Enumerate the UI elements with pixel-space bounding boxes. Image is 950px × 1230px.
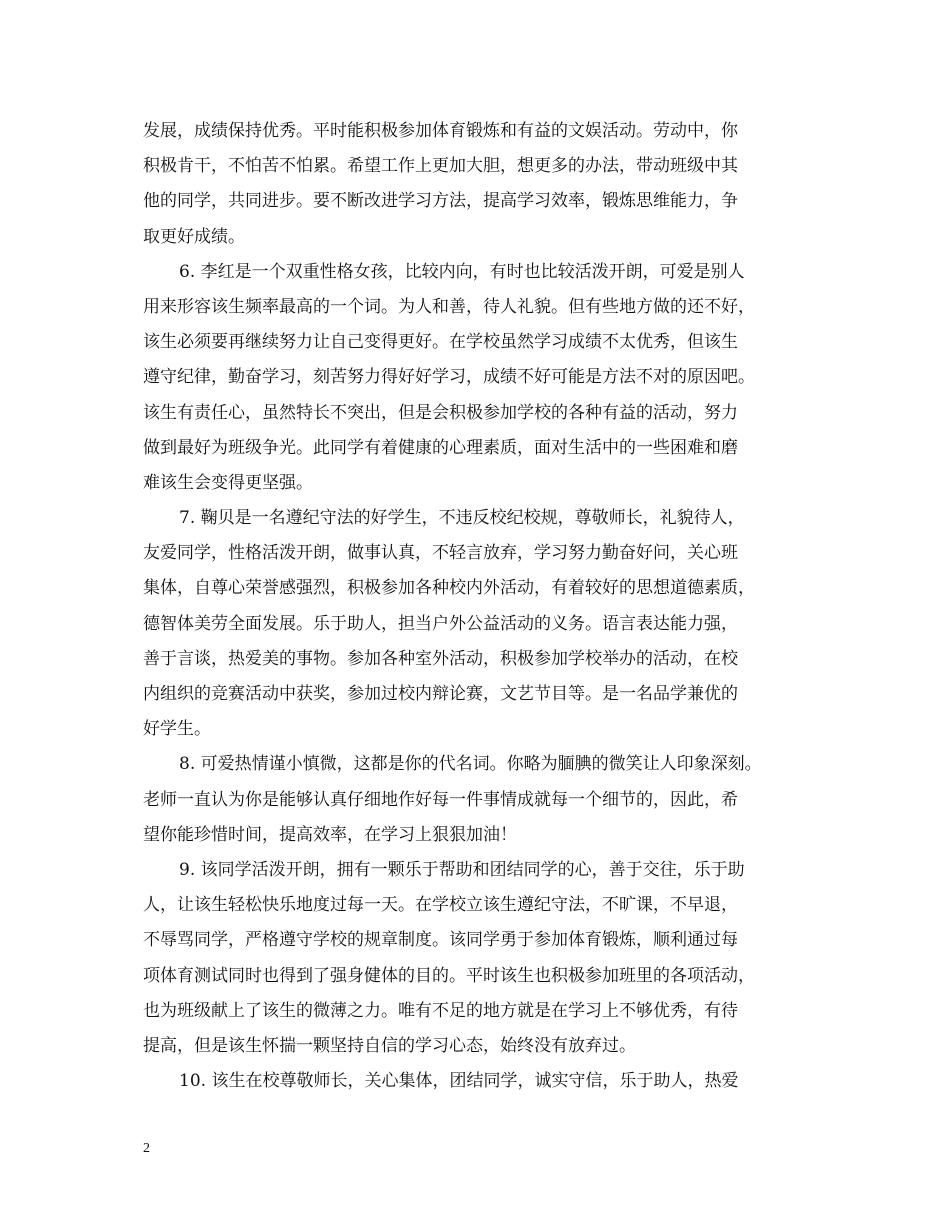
paragraph-first-line: 9. 该同学活泼开朗，拥有一颗乐于帮助和团结同学的心，善于交往，乐于助 xyxy=(179,859,745,880)
text-line: 该生有责任心，虽然特长不突出，但是会积极参加学校的各种有益的活动，努力 xyxy=(143,402,738,423)
text-line: 不辱骂同学，严格遵守学校的规章制度。该同学勇于参加体育锻炼，顺利通过每 xyxy=(143,930,738,951)
text-line: 德智体美劳全面发展。乐于助人，担当户外公益活动的义务。语言表达能力强， xyxy=(143,613,738,634)
text-line: 该生必须要再继续努力让自己变得更好。在学校虽然学习成绩不太优秀，但该生 xyxy=(143,332,738,353)
document-body xyxy=(143,114,823,1099)
text-line: 望你能珍惜时间，提高效率，在学习上狠狠加油！ xyxy=(143,824,517,845)
text-line: 用来形容该生频率最高的一个词。为人和善，待人礼貌。但有些地方做的还不好， xyxy=(143,296,755,317)
text-line: 集体，自尊心荣誉感强烈，积极参加各种校内外活动，有着较好的思想道德素质， xyxy=(143,578,755,599)
text-line: 积极肯干，不怕苦不怕累。希望工作上更加大胆，想更多的办法，带动班级中其 xyxy=(143,156,738,177)
text-line: 他的同学，共同进步。要不断改进学习方法，提高学习效率，锻炼思维能力，争 xyxy=(143,191,738,212)
paragraph-first-line: 8. 可爱热情谨小慎微，这都是你的代名词。你略为腼腆的微笑让人印象深刻。 xyxy=(179,754,762,775)
text-line: 内组织的竞赛活动中获奖，参加过校内辩论赛，文艺节目等。是一名品学兼优的 xyxy=(143,684,738,704)
text-line: 老师一直认为你是能够认真仔细地作好每一件事情成就每一个细节的，因此，希 xyxy=(143,789,738,810)
paragraph-first-line: 10. 该生在校尊敬师长，关心集体，团结同学，诚实守信，乐于助人，热爱 xyxy=(179,1071,739,1092)
paragraph-first-line: 6. 李红是一个双重性格女孩，比较内向，有时也比较活泼开朗，可爱是别人 xyxy=(179,261,745,282)
text-line: 发展，成绩保持优秀。平时能积极参加体育锻炼和有益的文娱活动。劳动中，你 xyxy=(143,121,738,141)
paragraph-first-line: 7. 鞠贝是一名遵纪守法的好学生，不违反校纪校规，尊敬师长，礼貌待人， xyxy=(179,508,745,529)
text-line: 难该生会变得更坚强。 xyxy=(143,472,313,493)
text-line: 提高，但是该生怀揣一颗坚持自信的学习心态，始终没有放弃过。 xyxy=(143,1035,636,1056)
text-line: 友爱同学，性格活泼开朗，做事认真，不轻言放弃，学习努力勤奋好问，关心班 xyxy=(143,543,738,564)
text-line: 善于言谈，热爱美的事物。参加各种室外活动，积极参加学校举办的活动，在校 xyxy=(143,648,738,669)
text-line: 也为班级献上了该生的微薄之力。唯有不足的地方就是在学习上不够优秀，有待 xyxy=(143,1000,738,1021)
text-line: 好学生。 xyxy=(143,719,211,740)
text-line: 遵守纪律，勤奋学习，刻苦努力得好好学习，成绩不好可能是方法不对的原因吧。 xyxy=(143,367,755,388)
text-line: 做到最好为班级争光。此同学有着健康的心理素质，面对生活中的一些困难和磨 xyxy=(143,437,738,458)
text-line: 人，让该生轻松快乐地度过每一天。在学校立该生遵纪守法，不旷课，不早退， xyxy=(143,895,738,916)
text-line: 项体育测试同时也得到了强身健体的目的。平时该生也积极参加班里的各项活动， xyxy=(143,965,755,986)
text-line: 取更好成绩。 xyxy=(143,226,245,247)
page-number: 2 xyxy=(143,1141,150,1156)
